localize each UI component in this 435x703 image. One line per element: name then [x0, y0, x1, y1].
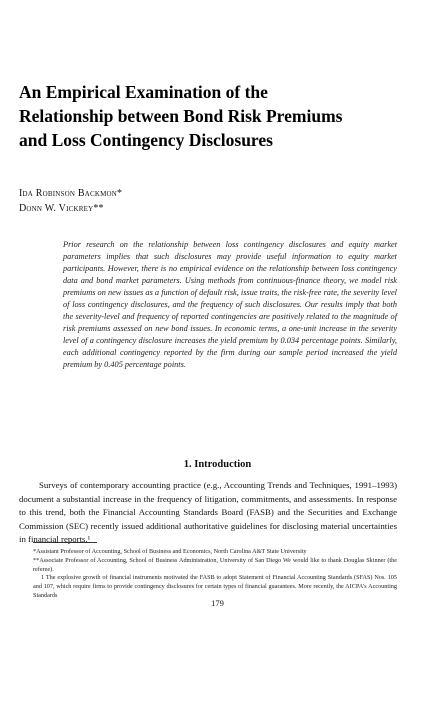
abstract: Prior research on the relationship between loss contingency disclosures and equity market parameters implies that such disclosures may provide useful information to equity market participants. However, there is no empirical evidence on the relationship between loss contingency data and bond market parameters. Using methods from continuous-finance theory, we model risk premiums on new issues as a function of default risk, issue traits, the risk-free rate, the severity level of loss contingency disclosures, and the frequency of such disclosures. Our results imply that both the severity-level and frequency of reported contingencies are positively related to the magnitude of risk premiums assessed on new bond issues. In economic terms, a one-unit increase in the severity level of a contingency disclosure increases the yield premium by 0.034 percentage points. Similarly, each additional contingency reported by the firm during our sample period increased the yield premium by 0.405 percentage points.	[63, 240, 397, 369]
author-name: Donn W. Vickrey**	[19, 203, 104, 214]
section-heading: 1. Introduction	[183, 459, 252, 470]
footnote-affiliation: **Associate Professor of Accounting, School of Business Administration, University of San Diego We would like to thank Douglas Skinner (the referee).	[33, 556, 397, 573]
author-list	[19, 186, 349, 216]
footnotes	[33, 548, 397, 601]
intro-paragraph: Surveys of contemporary accounting practice (e.g., Accounting Trends and Techniques, 1991–1993) document a substantial increase in the frequency of litigation, commitments, and assessments. In response to this trend, both the Financial Accounting Standards Board (FASB) and the Securities and Exchange Commission (SEC) recently issued additional authoritative guidelines for disclosing material uncertainties in financial reports.¹	[19, 480, 397, 544]
author-name: Ida Robinson Backmon*	[19, 188, 123, 199]
footnote-divider	[33, 542, 97, 543]
footnote-1: 1 The explosive growth of financial instruments motivated the FASB to adopt Statement of Financial Accounting Standards (SFAS) Nos. 105 and 107, which require firms to provide contingency disclosures for certain types of financial guarantees. More recently, the AICPA's Accounting Standards	[33, 574, 397, 599]
page-number: 179	[211, 598, 224, 608]
footnote-affiliation: *Assistant Professor of Accounting, School of Business and Economics, North Carolina A&T State University	[33, 548, 307, 555]
article-title: An Empirical Examination of the Relationship between Bond Risk Premiums and Loss Contingency Disclosures	[19, 82, 343, 150]
